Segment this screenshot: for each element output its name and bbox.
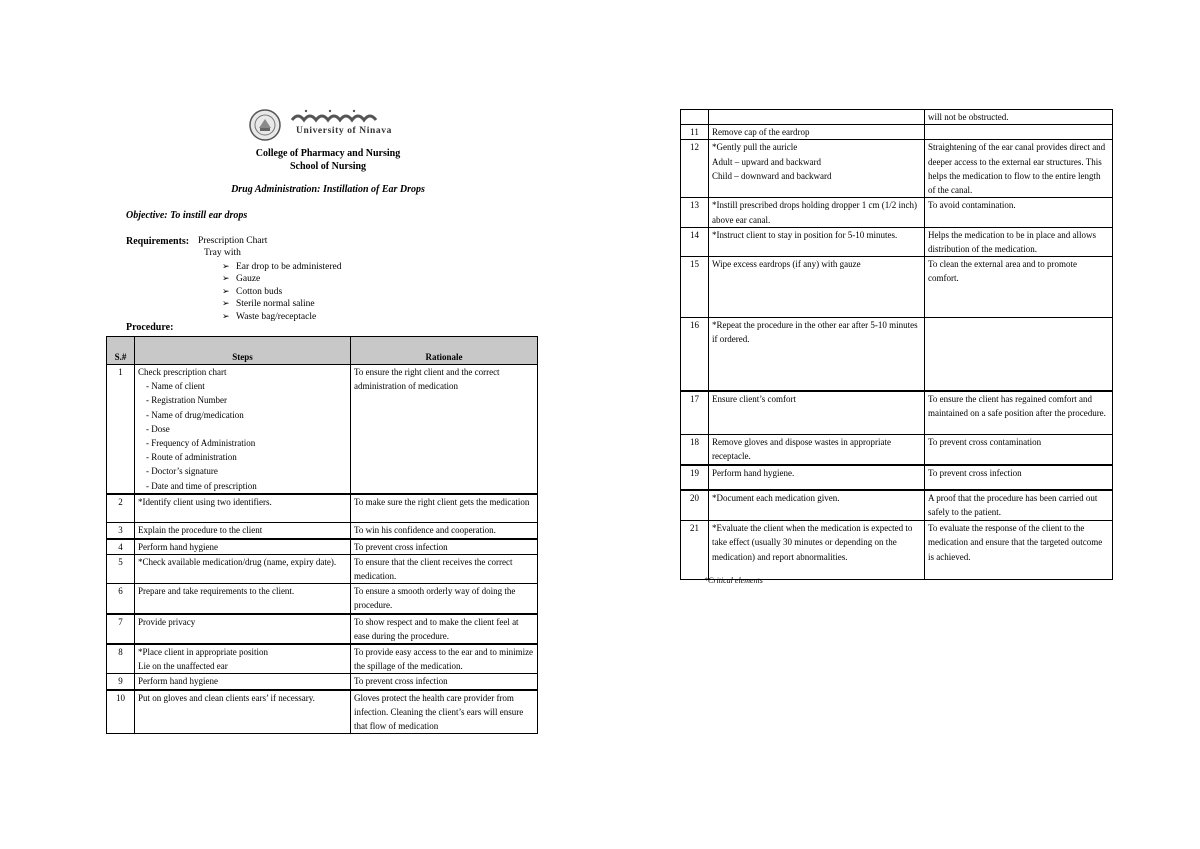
table-header-row [107,337,538,365]
college-name: College of Pharmacy and Nursing [255,148,401,159]
university-seal-icon [248,108,408,142]
list-item: ➢ Cotton buds [222,285,283,297]
table-row: 21 *Evaluate the client when the medication is expected to take effect (usually 30 minutes or depending on the medication) and report abnormalities. To evaluate the response of the client to the medication and ensure that the targeted outcome is achieved. [681,521,1113,580]
university-logo [248,108,408,142]
table-row: 19 Perform hand hygiene. To prevent cross infection [681,465,1113,490]
header-rationale: Rationale [351,337,538,365]
objective-text: To instill ear drops [170,210,248,221]
table-row: 5 *Check available medication/drug (name, expiry date). To ensure that the client receives the correct medication. [107,554,538,583]
table-row: 15 Wipe excess eardrops (if any) with gauze To clean the external area and to promote comfort. [681,257,1113,318]
table-row: 8 *Place client in appropriate position Lie on the unaffected ear To provide easy access to the ear and to minimize the spillage of the medication. [107,644,538,674]
list-item: ➢ Ear drop to be administered [222,261,342,272]
table-row: 3 Explain the procedure to the client To win his confidence and cooperation. [107,523,538,539]
right-page [600,0,1200,849]
table-row: 20 *Document each medication given. A proof that the procedure has been carried out safely to the patient. [681,490,1113,521]
procedure-table-part-2 [680,109,1113,580]
arrow-bullet-icon: ➢ [222,310,230,321]
table-row: 11 Remove cap of the eardrop [681,125,1113,140]
table-row: 4 Perform hand hygiene To prevent cross infection [107,539,538,555]
table-row: 2 *Identify client using two identifiers. To make sure the right client gets the medication [107,494,538,523]
requirement-tray: Tray with [204,248,241,258]
arrow-bullet-icon: ➢ [222,261,230,271]
tray-items-list [222,260,342,322]
requirements-label: Requirements: [126,236,190,247]
table-row: 18 Remove gloves and dispose wastes in appropriate receptacle. To prevent cross contamination [681,435,1113,465]
table-row: 12 *Gently pull the auricle Adult – upward and backward Child – downward and backward Straightening of the ear canal provides direct and deeper access to the external ear structures. This helps the medication to flow to the entire length of the canal. [681,140,1113,198]
procedure-label: Procedure: [126,322,174,333]
table-row: 10 Put on gloves and clean clients ears’ if necessary. Gloves protect the health care provider from infection. Cleaning the client’s ears will ensure that flow of medication [107,690,538,734]
table-row: 13 *Instill prescribed drops holding dropper 1 cm (1/2 inch) above ear canal. To avoid contamination. [681,198,1113,227]
arrow-bullet-icon: ➢ [222,273,230,284]
list-item: ➢ Waste bag/receptacle [222,310,317,322]
header-steps: Steps [135,337,351,365]
footnote: *Critical elements [704,576,763,585]
table-row: 9 Perform hand hygiene To prevent cross infection [107,674,538,690]
arrow-bullet-icon: ➢ [222,298,230,309]
school-name: School of Nursing [289,161,367,172]
table-row: 14 *Instruct client to stay in position for 5-10 minutes. Helps the medication to be in place and allows distribution of the medication. [681,227,1113,256]
procedure-table-part-1 [106,336,538,734]
list-item: ➢ Sterile normal saline [222,298,315,310]
prescription-checklist: - Name of client - Registration Number - Name of drug/medication - Dose - Frequency of Administration - Route of administration - Doctor’s signature - Date and time of prescription [138,379,347,493]
table-row: 16 *Repeat the procedure in the other ear after 5-10 minutes if ordered. [681,318,1113,391]
table-row: 17 Ensure client’s comfort To ensure the client has regained comfort and maintained on a safe position after the procedure. [681,391,1113,435]
logo-text: University of Ninava [296,126,392,136]
table-row: 7 Provide privacy To show respect and to make the client feel at ease during the procedure. [107,614,538,644]
table-row [681,110,1113,125]
objective-label: Objective: [126,210,168,221]
continued-rationale: will not be obstructed. [925,110,1113,125]
requirement-prescription-chart: Prescription Chart [198,236,268,246]
objective [126,210,247,221]
document-title: Drug Administration: Instillation of Ear Drops [231,184,425,195]
table-row: 6 Prepare and take requirements to the client. To ensure a smooth orderly way of doing the procedure. [107,584,538,614]
header-number: S.# [107,337,135,365]
table-row: 1 Check prescription chart - Name of client - Registration Number - Name of drug/medication - Dose - Frequency of Administration - Route of administration - Doctor’s signature - Date and time of prescription To ensure the right client and the correct administration of medication [107,365,538,494]
list-item: ➢ Gauze [222,273,261,285]
arrow-bullet-icon: ➢ [222,285,230,296]
